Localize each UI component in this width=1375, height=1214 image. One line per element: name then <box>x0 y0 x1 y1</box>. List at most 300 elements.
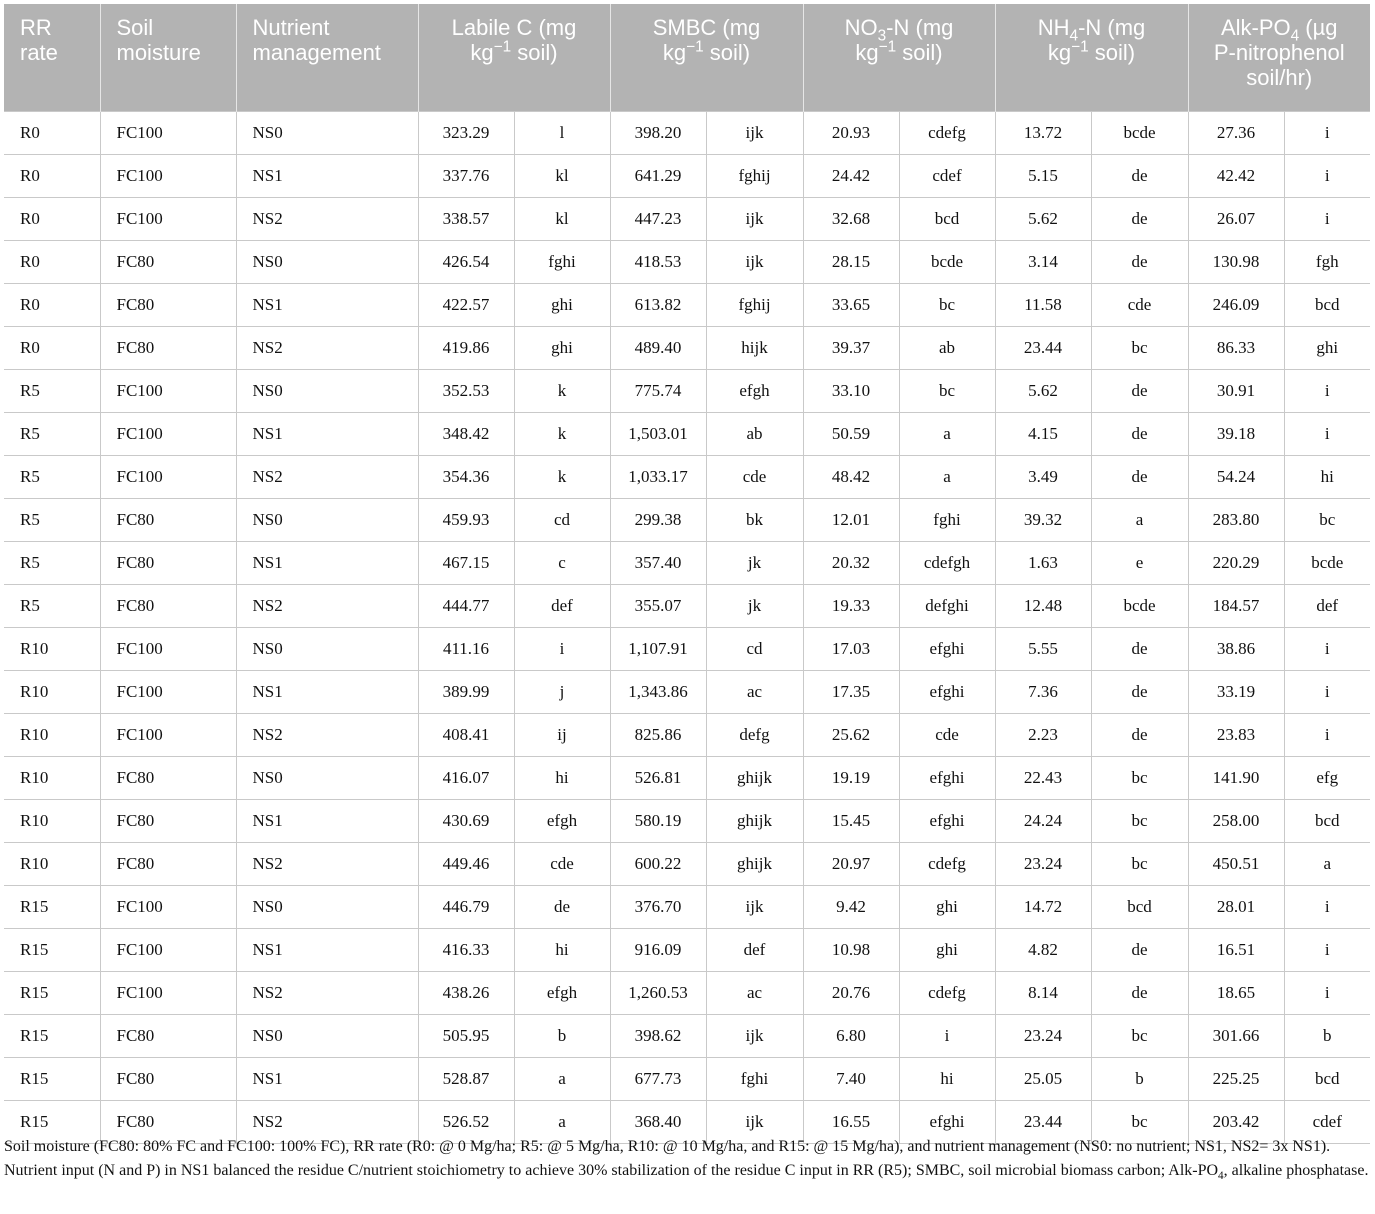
table-row <box>4 886 1370 929</box>
cell-nutrient-management: NS1 <box>236 542 418 585</box>
cell-nh4-n-value: 24.24 <box>995 800 1091 843</box>
cell-alk-po4-group: i <box>1284 714 1370 757</box>
cell-no3-n-group: a <box>899 413 995 456</box>
cell-smbc-group: ijk <box>706 1101 803 1144</box>
cell-nutrient-management: NS2 <box>236 327 418 370</box>
cell-smbc-value: 355.07 <box>610 585 706 628</box>
cell-soil-moisture: FC80 <box>100 284 236 327</box>
cell-alk-po4-value: 42.42 <box>1188 155 1284 198</box>
cell-nh4-n-group: de <box>1091 929 1188 972</box>
cell-soil-moisture: FC80 <box>100 1015 236 1058</box>
header-rr-rate: RR rate <box>4 4 100 112</box>
cell-no3-n-value: 19.33 <box>803 585 899 628</box>
cell-nh4-n-value: 23.44 <box>995 327 1091 370</box>
cell-labile-c-value: 348.42 <box>418 413 514 456</box>
cell-alk-po4-group: i <box>1284 628 1370 671</box>
cell-alk-po4-group: def <box>1284 585 1370 628</box>
cell-labile-c-group: cde <box>514 843 610 886</box>
cell-smbc-value: 1,107.91 <box>610 628 706 671</box>
cell-soil-moisture: FC80 <box>100 327 236 370</box>
cell-labile-c-value: 323.29 <box>418 112 514 155</box>
cell-soil-moisture: FC100 <box>100 929 236 972</box>
cell-no3-n-value: 9.42 <box>803 886 899 929</box>
cell-smbc-value: 357.40 <box>610 542 706 585</box>
table-row <box>4 972 1370 1015</box>
cell-labile-c-group: a <box>514 1058 610 1101</box>
cell-labile-c-value: 444.77 <box>418 585 514 628</box>
cell-nutrient-management: NS0 <box>236 241 418 284</box>
cell-labile-c-group: hi <box>514 757 610 800</box>
cell-nh4-n-group: cde <box>1091 284 1188 327</box>
cell-alk-po4-value: 38.86 <box>1188 628 1284 671</box>
cell-nh4-n-value: 23.24 <box>995 1015 1091 1058</box>
cell-rr-rate: R5 <box>4 456 100 499</box>
cell-nh4-n-value: 25.05 <box>995 1058 1091 1101</box>
cell-nh4-n-group: e <box>1091 542 1188 585</box>
cell-nh4-n-value: 4.15 <box>995 413 1091 456</box>
cell-nutrient-management: NS2 <box>236 972 418 1015</box>
cell-smbc-value: 825.86 <box>610 714 706 757</box>
cell-alk-po4-value: 26.07 <box>1188 198 1284 241</box>
cell-nh4-n-group: bc <box>1091 1015 1188 1058</box>
cell-labile-c-value: 430.69 <box>418 800 514 843</box>
cell-labile-c-value: 416.33 <box>418 929 514 972</box>
cell-nutrient-management: NS1 <box>236 929 418 972</box>
cell-labile-c-group: ghi <box>514 327 610 370</box>
cell-nutrient-management: NS0 <box>236 886 418 929</box>
cell-labile-c-value: 416.07 <box>418 757 514 800</box>
cell-no3-n-value: 39.37 <box>803 327 899 370</box>
cell-nutrient-management: NS2 <box>236 1101 418 1144</box>
cell-alk-po4-group: i <box>1284 370 1370 413</box>
cell-no3-n-value: 33.10 <box>803 370 899 413</box>
cell-smbc-value: 677.73 <box>610 1058 706 1101</box>
cell-rr-rate: R15 <box>4 929 100 972</box>
cell-no3-n-group: efghi <box>899 1101 995 1144</box>
cell-smbc-value: 641.29 <box>610 155 706 198</box>
cell-alk-po4-group: bcd <box>1284 284 1370 327</box>
cell-alk-po4-group: i <box>1284 671 1370 714</box>
cell-no3-n-group: hi <box>899 1058 995 1101</box>
cell-labile-c-group: efgh <box>514 800 610 843</box>
cell-nh4-n-group: bc <box>1091 757 1188 800</box>
cell-nutrient-management: NS1 <box>236 671 418 714</box>
cell-nh4-n-group: de <box>1091 972 1188 1015</box>
cell-no3-n-value: 17.03 <box>803 628 899 671</box>
header-labile-c: Labile C (mg $kg^{-1}$ soil) <box>418 4 610 112</box>
cell-alk-po4-group: i <box>1284 112 1370 155</box>
table-row <box>4 800 1370 843</box>
cell-smbc-group: cd <box>706 628 803 671</box>
cell-nh4-n-value: 5.55 <box>995 628 1091 671</box>
cell-no3-n-group: ghi <box>899 929 995 972</box>
table-body <box>4 112 1370 1144</box>
header-no3-n: $NO_3-N$ (mg $kg^{-1}$ soil) <box>803 4 995 112</box>
cell-no3-n-group: bcde <box>899 241 995 284</box>
cell-nh4-n-value: 2.23 <box>995 714 1091 757</box>
cell-smbc-group: fghij <box>706 284 803 327</box>
cell-smbc-value: 1,503.01 <box>610 413 706 456</box>
cell-smbc-value: 775.74 <box>610 370 706 413</box>
header-soil-moisture: Soil moisture <box>100 4 236 112</box>
table-row <box>4 542 1370 585</box>
cell-soil-moisture: FC100 <box>100 155 236 198</box>
cell-soil-moisture: FC80 <box>100 499 236 542</box>
cell-smbc-group: jk <box>706 542 803 585</box>
cell-no3-n-group: ab <box>899 327 995 370</box>
cell-labile-c-value: 446.79 <box>418 886 514 929</box>
cell-smbc-group: ac <box>706 671 803 714</box>
cell-nh4-n-value: 11.58 <box>995 284 1091 327</box>
cell-no3-n-group: efghi <box>899 628 995 671</box>
cell-nh4-n-group: b <box>1091 1058 1188 1101</box>
cell-labile-c-group: l <box>514 112 610 155</box>
table-row <box>4 112 1370 155</box>
cell-no3-n-group: bc <box>899 370 995 413</box>
cell-nh4-n-group: de <box>1091 198 1188 241</box>
cell-nutrient-management: NS1 <box>236 155 418 198</box>
cell-soil-moisture: FC80 <box>100 585 236 628</box>
cell-alk-po4-group: bcde <box>1284 542 1370 585</box>
cell-rr-rate: R15 <box>4 1058 100 1101</box>
cell-nh4-n-group: de <box>1091 714 1188 757</box>
cell-nh4-n-group: bcde <box>1091 585 1188 628</box>
cell-labile-c-group: k <box>514 370 610 413</box>
table-row <box>4 714 1370 757</box>
cell-soil-moisture: FC80 <box>100 1101 236 1144</box>
cell-nh4-n-value: 23.44 <box>995 1101 1091 1144</box>
table-row <box>4 757 1370 800</box>
cell-no3-n-group: cdefg <box>899 112 995 155</box>
cell-labile-c-group: k <box>514 456 610 499</box>
table-row <box>4 499 1370 542</box>
table-row <box>4 843 1370 886</box>
table-row <box>4 1015 1370 1058</box>
table-row <box>4 929 1370 972</box>
cell-nh4-n-group: de <box>1091 456 1188 499</box>
cell-alk-po4-value: 86.33 <box>1188 327 1284 370</box>
cell-labile-c-value: 459.93 <box>418 499 514 542</box>
table-row <box>4 585 1370 628</box>
cell-smbc-value: 418.53 <box>610 241 706 284</box>
cell-rr-rate: R0 <box>4 241 100 284</box>
cell-no3-n-group: efghi <box>899 671 995 714</box>
cell-rr-rate: R0 <box>4 284 100 327</box>
cell-labile-c-value: 438.26 <box>418 972 514 1015</box>
data-table-wrapper <box>4 4 1370 1144</box>
cell-nutrient-management: NS2 <box>236 198 418 241</box>
cell-rr-rate: R10 <box>4 714 100 757</box>
cell-nh4-n-group: de <box>1091 413 1188 456</box>
cell-smbc-group: defg <box>706 714 803 757</box>
table-row <box>4 671 1370 714</box>
cell-labile-c-value: 411.16 <box>418 628 514 671</box>
cell-alk-po4-group: ghi <box>1284 327 1370 370</box>
cell-smbc-value: 368.40 <box>610 1101 706 1144</box>
cell-labile-c-group: hi <box>514 929 610 972</box>
cell-smbc-group: hijk <box>706 327 803 370</box>
cell-smbc-value: 447.23 <box>610 198 706 241</box>
cell-nh4-n-value: 13.72 <box>995 112 1091 155</box>
cell-nutrient-management: NS0 <box>236 112 418 155</box>
cell-alk-po4-value: 18.65 <box>1188 972 1284 1015</box>
cell-labile-c-group: cd <box>514 499 610 542</box>
cell-alk-po4-value: 283.80 <box>1188 499 1284 542</box>
cell-alk-po4-value: 27.36 <box>1188 112 1284 155</box>
cell-labile-c-value: 352.53 <box>418 370 514 413</box>
cell-soil-moisture: FC100 <box>100 972 236 1015</box>
cell-alk-po4-value: 184.57 <box>1188 585 1284 628</box>
cell-rr-rate: R10 <box>4 843 100 886</box>
cell-no3-n-group: a <box>899 456 995 499</box>
cell-smbc-group: fghi <box>706 1058 803 1101</box>
cell-no3-n-value: 10.98 <box>803 929 899 972</box>
cell-smbc-group: ghijk <box>706 800 803 843</box>
cell-alk-po4-value: 246.09 <box>1188 284 1284 327</box>
cell-rr-rate: R10 <box>4 757 100 800</box>
cell-smbc-group: ijk <box>706 112 803 155</box>
cell-smbc-value: 600.22 <box>610 843 706 886</box>
cell-nutrient-management: NS2 <box>236 585 418 628</box>
cell-smbc-value: 580.19 <box>610 800 706 843</box>
cell-alk-po4-value: 258.00 <box>1188 800 1284 843</box>
table-row <box>4 370 1370 413</box>
cell-soil-moisture: FC80 <box>100 542 236 585</box>
cell-soil-moisture: FC100 <box>100 714 236 757</box>
cell-smbc-group: bk <box>706 499 803 542</box>
cell-nh4-n-value: 5.15 <box>995 155 1091 198</box>
cell-labile-c-group: k <box>514 413 610 456</box>
cell-labile-c-group: c <box>514 542 610 585</box>
cell-alk-po4-group: a <box>1284 843 1370 886</box>
cell-rr-rate: R5 <box>4 370 100 413</box>
cell-no3-n-value: 7.40 <box>803 1058 899 1101</box>
cell-labile-c-value: 422.57 <box>418 284 514 327</box>
cell-nutrient-management: NS1 <box>236 413 418 456</box>
cell-no3-n-group: cdefgh <box>899 542 995 585</box>
cell-alk-po4-value: 33.19 <box>1188 671 1284 714</box>
cell-soil-moisture: FC80 <box>100 843 236 886</box>
cell-labile-c-group: i <box>514 628 610 671</box>
cell-alk-po4-value: 301.66 <box>1188 1015 1284 1058</box>
cell-no3-n-group: ghi <box>899 886 995 929</box>
cell-labile-c-value: 408.41 <box>418 714 514 757</box>
cell-smbc-value: 398.20 <box>610 112 706 155</box>
cell-soil-moisture: FC100 <box>100 413 236 456</box>
cell-no3-n-group: fghi <box>899 499 995 542</box>
cell-no3-n-group: efghi <box>899 800 995 843</box>
cell-labile-c-group: a <box>514 1101 610 1144</box>
table-header <box>4 4 1370 112</box>
cell-labile-c-group: ghi <box>514 284 610 327</box>
cell-smbc-group: ac <box>706 972 803 1015</box>
cell-rr-rate: R10 <box>4 671 100 714</box>
cell-nutrient-management: NS1 <box>236 800 418 843</box>
cell-soil-moisture: FC100 <box>100 112 236 155</box>
cell-labile-c-group: b <box>514 1015 610 1058</box>
cell-rr-rate: R15 <box>4 972 100 1015</box>
cell-soil-moisture: FC80 <box>100 757 236 800</box>
cell-rr-rate: R10 <box>4 800 100 843</box>
cell-nh4-n-group: bc <box>1091 327 1188 370</box>
cell-smbc-group: fghij <box>706 155 803 198</box>
cell-labile-c-value: 505.95 <box>418 1015 514 1058</box>
cell-no3-n-value: 33.65 <box>803 284 899 327</box>
cell-nh4-n-value: 5.62 <box>995 370 1091 413</box>
table-row <box>4 628 1370 671</box>
cell-smbc-value: 299.38 <box>610 499 706 542</box>
cell-smbc-group: ijk <box>706 198 803 241</box>
cell-no3-n-value: 50.59 <box>803 413 899 456</box>
cell-nh4-n-value: 3.49 <box>995 456 1091 499</box>
cell-nh4-n-group: bc <box>1091 1101 1188 1144</box>
cell-alk-po4-value: 450.51 <box>1188 843 1284 886</box>
cell-nh4-n-value: 4.82 <box>995 929 1091 972</box>
cell-alk-po4-value: 28.01 <box>1188 886 1284 929</box>
cell-smbc-group: ijk <box>706 241 803 284</box>
cell-nh4-n-group: bc <box>1091 843 1188 886</box>
cell-no3-n-value: 15.45 <box>803 800 899 843</box>
table-row <box>4 284 1370 327</box>
cell-no3-n-value: 6.80 <box>803 1015 899 1058</box>
cell-alk-po4-value: 141.90 <box>1188 757 1284 800</box>
cell-soil-moisture: FC100 <box>100 370 236 413</box>
cell-no3-n-value: 20.93 <box>803 112 899 155</box>
cell-no3-n-group: bc <box>899 284 995 327</box>
header-smbc: SMBC (mg $kg^{-1}$ soil) <box>610 4 803 112</box>
cell-nh4-n-group: a <box>1091 499 1188 542</box>
cell-soil-moisture: FC100 <box>100 198 236 241</box>
cell-rr-rate: R0 <box>4 155 100 198</box>
cell-nutrient-management: NS1 <box>236 1058 418 1101</box>
cell-nh4-n-group: de <box>1091 628 1188 671</box>
cell-nh4-n-group: de <box>1091 155 1188 198</box>
cell-soil-moisture: FC80 <box>100 1058 236 1101</box>
cell-soil-moisture: FC100 <box>100 456 236 499</box>
cell-nh4-n-value: 7.36 <box>995 671 1091 714</box>
cell-nh4-n-value: 5.62 <box>995 198 1091 241</box>
cell-no3-n-value: 20.97 <box>803 843 899 886</box>
cell-smbc-group: ghijk <box>706 757 803 800</box>
cell-smbc-group: efgh <box>706 370 803 413</box>
cell-labile-c-value: 426.54 <box>418 241 514 284</box>
cell-alk-po4-value: 30.91 <box>1188 370 1284 413</box>
cell-smbc-value: 376.70 <box>610 886 706 929</box>
cell-no3-n-group: bcd <box>899 198 995 241</box>
cell-nh4-n-group: bc <box>1091 800 1188 843</box>
cell-labile-c-value: 528.87 <box>418 1058 514 1101</box>
cell-nutrient-management: NS0 <box>236 1015 418 1058</box>
cell-alk-po4-group: bcd <box>1284 1058 1370 1101</box>
cell-alk-po4-group: hi <box>1284 456 1370 499</box>
cell-smbc-group: ijk <box>706 886 803 929</box>
cell-labile-c-value: 449.46 <box>418 843 514 886</box>
cell-rr-rate: R0 <box>4 112 100 155</box>
cell-nutrient-management: NS0 <box>236 499 418 542</box>
cell-smbc-group: def <box>706 929 803 972</box>
cell-nh4-n-value: 14.72 <box>995 886 1091 929</box>
cell-rr-rate: R15 <box>4 886 100 929</box>
cell-smbc-group: ab <box>706 413 803 456</box>
cell-smbc-group: cde <box>706 456 803 499</box>
cell-smbc-value: 526.81 <box>610 757 706 800</box>
cell-nutrient-management: NS0 <box>236 628 418 671</box>
table-row <box>4 155 1370 198</box>
table-row <box>4 241 1370 284</box>
cell-labile-c-value: 337.76 <box>418 155 514 198</box>
cell-alk-po4-group: bcd <box>1284 800 1370 843</box>
cell-alk-po4-group: bc <box>1284 499 1370 542</box>
cell-no3-n-group: i <box>899 1015 995 1058</box>
cell-labile-c-group: j <box>514 671 610 714</box>
cell-alk-po4-group: efg <box>1284 757 1370 800</box>
cell-no3-n-value: 32.68 <box>803 198 899 241</box>
cell-alk-po4-group: i <box>1284 413 1370 456</box>
table-row <box>4 1058 1370 1101</box>
cell-alk-po4-value: 16.51 <box>1188 929 1284 972</box>
cell-no3-n-value: 17.35 <box>803 671 899 714</box>
cell-nh4-n-value: 3.14 <box>995 241 1091 284</box>
cell-nutrient-management: NS2 <box>236 456 418 499</box>
cell-soil-moisture: FC80 <box>100 800 236 843</box>
cell-rr-rate: R15 <box>4 1015 100 1058</box>
cell-nh4-n-value: 1.63 <box>995 542 1091 585</box>
cell-smbc-value: 1,343.86 <box>610 671 706 714</box>
cell-smbc-value: 1,260.53 <box>610 972 706 1015</box>
cell-smbc-group: ghijk <box>706 843 803 886</box>
cell-labile-c-group: def <box>514 585 610 628</box>
cell-labile-c-group: efgh <box>514 972 610 1015</box>
cell-nutrient-management: NS0 <box>236 757 418 800</box>
cell-no3-n-value: 12.01 <box>803 499 899 542</box>
cell-labile-c-group: ij <box>514 714 610 757</box>
cell-no3-n-value: 19.19 <box>803 757 899 800</box>
cell-nutrient-management: NS2 <box>236 714 418 757</box>
cell-smbc-value: 916.09 <box>610 929 706 972</box>
cell-no3-n-value: 16.55 <box>803 1101 899 1144</box>
cell-nh4-n-group: bcd <box>1091 886 1188 929</box>
table-row <box>4 327 1370 370</box>
cell-smbc-value: 398.62 <box>610 1015 706 1058</box>
cell-labile-c-value: 389.99 <box>418 671 514 714</box>
cell-nh4-n-group: de <box>1091 370 1188 413</box>
cell-alk-po4-group: i <box>1284 155 1370 198</box>
cell-smbc-group: ijk <box>706 1015 803 1058</box>
cell-labile-c-group: kl <box>514 155 610 198</box>
cell-rr-rate: R5 <box>4 542 100 585</box>
cell-labile-c-group: de <box>514 886 610 929</box>
cell-alk-po4-group: i <box>1284 198 1370 241</box>
table-row <box>4 456 1370 499</box>
cell-rr-rate: R5 <box>4 413 100 456</box>
cell-nutrient-management: NS2 <box>236 843 418 886</box>
header-nh4-n: $NH_4-N$ (mg $kg^{-1}$ soil) <box>995 4 1188 112</box>
cell-alk-po4-value: 23.83 <box>1188 714 1284 757</box>
cell-nh4-n-value: 22.43 <box>995 757 1091 800</box>
cell-nh4-n-group: bcde <box>1091 112 1188 155</box>
cell-rr-rate: R10 <box>4 628 100 671</box>
table-row <box>4 198 1370 241</box>
cell-labile-c-group: kl <box>514 198 610 241</box>
cell-alk-po4-value: 220.29 <box>1188 542 1284 585</box>
cell-no3-n-group: defghi <box>899 585 995 628</box>
cell-labile-c-value: 354.36 <box>418 456 514 499</box>
cell-alk-po4-value: 225.25 <box>1188 1058 1284 1101</box>
cell-rr-rate: R5 <box>4 499 100 542</box>
cell-rr-rate: R0 <box>4 198 100 241</box>
cell-alk-po4-group: fgh <box>1284 241 1370 284</box>
cell-labile-c-group: fghi <box>514 241 610 284</box>
